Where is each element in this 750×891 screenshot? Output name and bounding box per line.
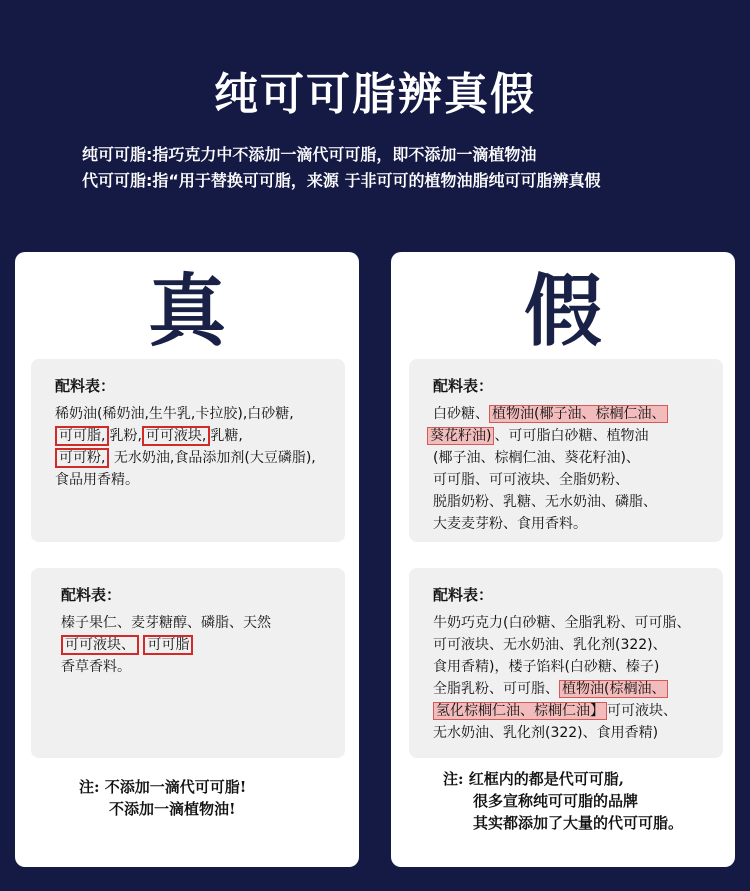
ingredients-heading: 配料表： [61,586,122,604]
ingredients-heading: 配料表： [55,377,116,395]
highlight-cocoa-butter: 可可脂 [143,635,193,655]
ingredient-text: 白砂糖、 [433,406,489,422]
highlight-vegetable-oil: 植物油(椰子油、棕榈仁油、 [489,405,668,423]
highlight-cocoa-mass: 可可液块, [142,426,210,446]
note-line: 注: 不添加一滴代可可脂! [79,778,247,796]
highlight-cocoa-powder: 可可粉, [55,448,109,468]
ingredient-text: 全脂乳粉、可可脂、 [433,681,559,697]
ingredient-line: 稀奶油(稀奶油,生牛乳,卡拉胶),白砂糖, [55,406,294,422]
ingredient-line [427,425,715,447]
highlight-palm-oil: 植物油(棕榈油、 [559,680,668,698]
ingredient-line [433,678,715,700]
ingredient-text: 无水奶油,食品添加剂(大豆磷脂), [109,450,316,466]
ingredient-line: 可可脂、可可液块、全脂奶粉、 [433,472,629,488]
fake-ingredients-box-1 [409,359,723,542]
ingredient-text: 可可液块、 [607,703,677,719]
ingredient-line [433,403,715,425]
ingredient-line: 食品用香精。 [55,472,139,488]
ingredients-heading: 配料表： [433,377,494,395]
fake-card [391,252,735,867]
real-ingredients-box-1 [31,359,345,542]
ingredient-line: (椰子油、棕榈仁油、葵花籽油)、 [433,450,640,466]
real-note [79,776,246,820]
ingredients-heading: 配料表： [433,586,494,604]
fake-note [443,768,683,834]
highlight-cocoa-mass: 可可液块、 [61,635,139,655]
highlight-hydrogenated-palm-kernel-oil: 氢化棕榈仁油、棕榈仁油】 [433,702,607,720]
real-heading: 真 [147,266,226,357]
note-line: 不添加一滴植物油! [109,800,236,818]
page-title: 纯可可脂辨真假 [214,69,536,120]
ingredient-line [433,700,715,722]
ingredient-line: 脱脂奶粉、乳糖、无水奶油、磷脂、 [433,494,657,510]
intro-text [82,142,722,194]
ingredient-line: 香草香料。 [61,659,131,675]
ingredient-line: 榛子果仁、麦芽糖醇、磷脂、天然 [61,615,271,631]
note-line: 其实都添加了大量的代可可脂。 [473,814,684,832]
ingredient-text: 、可可脂白砂糖、植物油 [494,428,649,444]
real-ingredients-box-2 [31,568,345,758]
ingredient-line [55,447,337,469]
ingredient-text: 乳糖, [210,428,243,444]
ingredient-line [61,634,337,656]
note-line: 注: 红框内的都是代可可脂, [443,770,624,788]
highlight-cocoa-butter: 可可脂, [55,426,109,446]
ingredient-line [55,425,337,447]
ingredient-line: 可可液块、无水奶油、乳化剂(322)、 [433,637,667,653]
real-card [15,252,359,867]
ingredient-line: 大麦麦芽粉、食用香料。 [433,516,587,532]
intro-line-pure: 纯可可脂:指巧克力中不添加一滴代可可脂，即不添加一滴植物油 [82,145,537,164]
fake-ingredients-box-2 [409,568,723,758]
note-line: 很多宣称纯可可脂的品牌 [473,792,639,810]
ingredient-line: 无水奶油、乳化剂(322)、食用香精) [433,725,659,741]
ingredient-text: 乳粉, [109,428,142,444]
intro-line-substitute: 代可可脂:指“用于替换可可脂，来源 于非可可的植物油脂纯可可脂辨真假 [82,171,601,190]
highlight-sunflower-oil: 葵花籽油) [427,427,494,445]
ingredient-line: 牛奶巧克力(白砂糖、全脂乳粉、可可脂、 [433,615,691,631]
fake-heading: 假 [523,266,602,357]
ingredient-line: 食用香精)，楼子馅料(白砂糖、榛子) [433,659,660,675]
